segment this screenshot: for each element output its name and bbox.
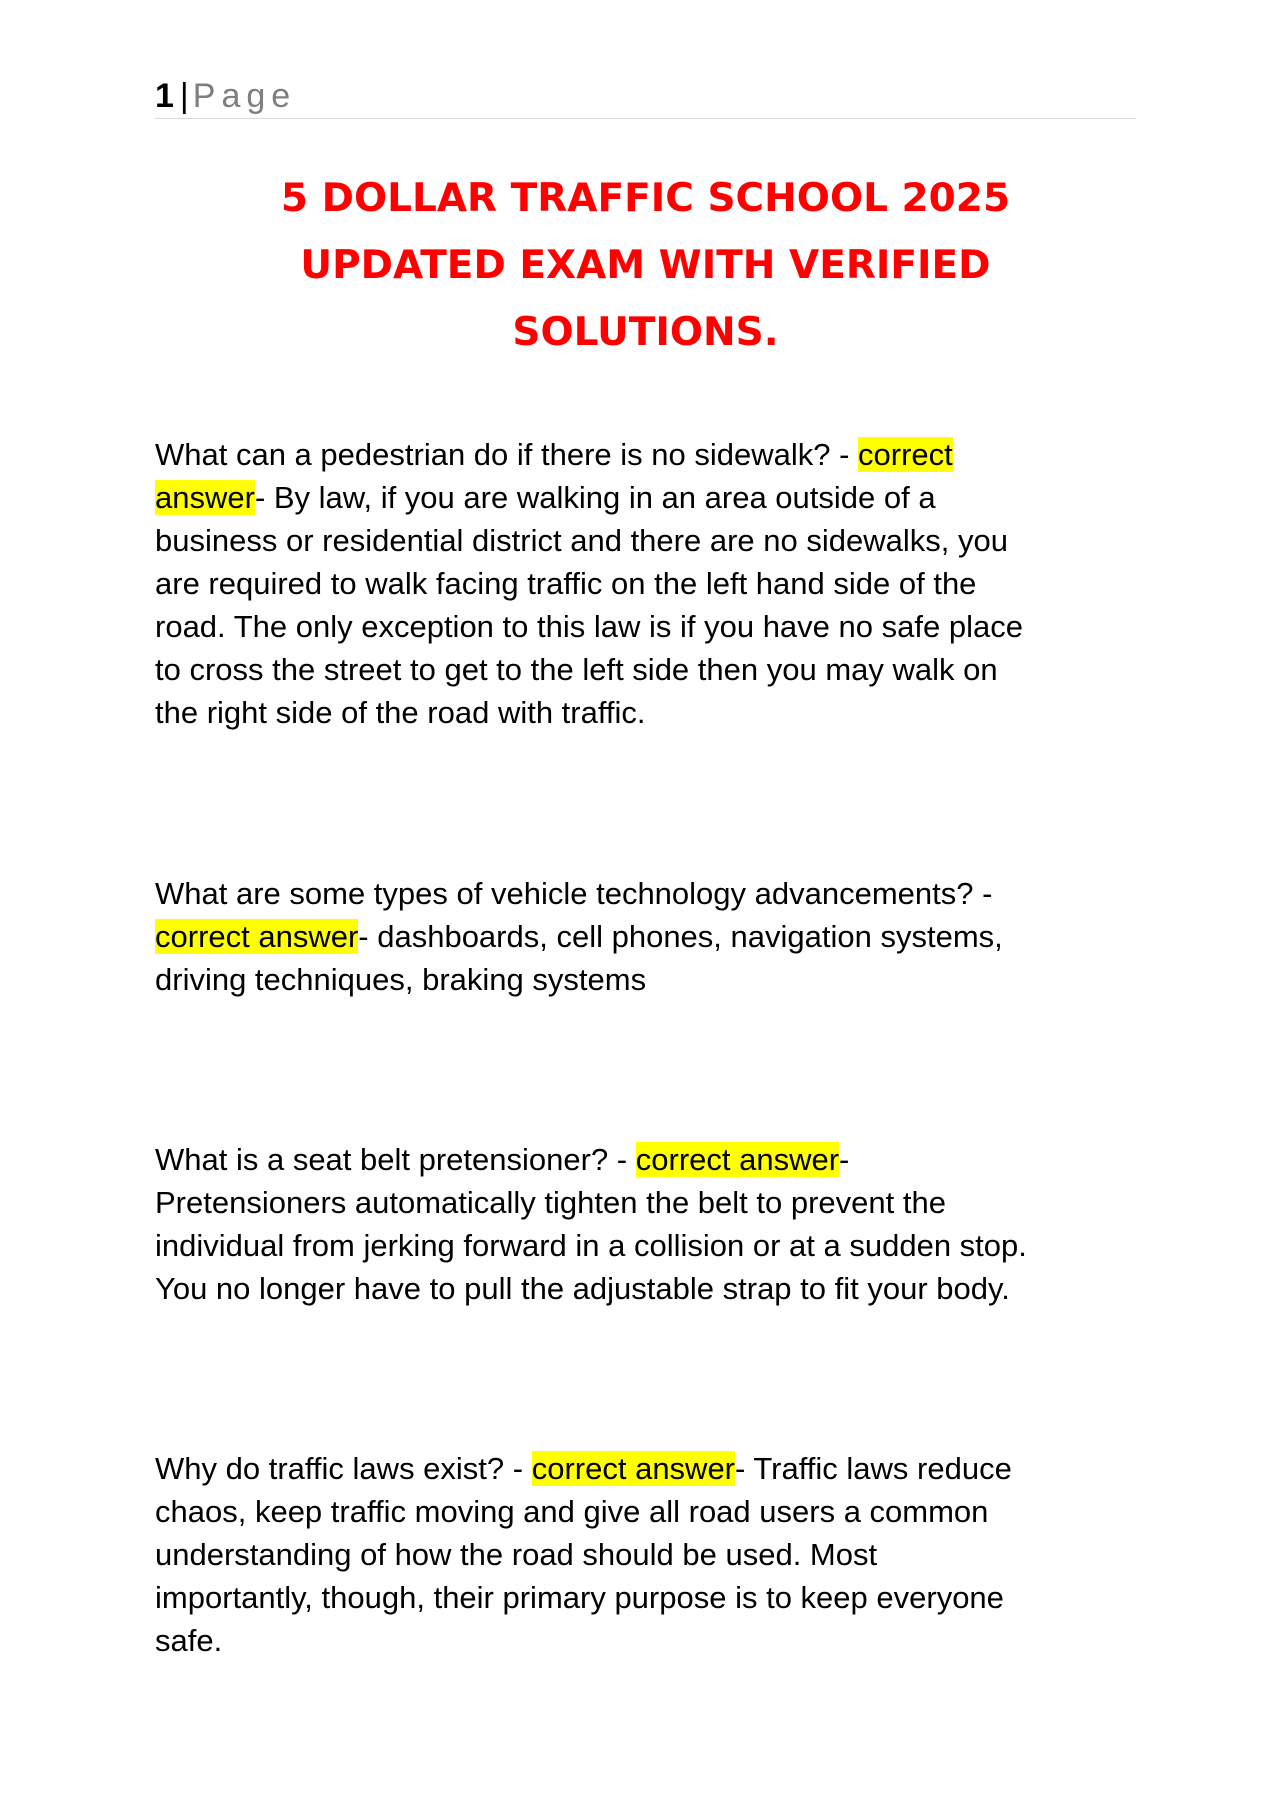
page-number: 1 xyxy=(155,77,174,115)
qa-text: to cross the street to get to the left side then you may walk on xyxy=(155,652,998,687)
qa-line xyxy=(155,872,1145,915)
qa-line xyxy=(155,1576,1145,1619)
qa-line xyxy=(155,519,1145,562)
document-title xyxy=(155,165,1136,366)
qa-line xyxy=(155,1447,1145,1490)
qa-line xyxy=(155,648,1145,691)
qa-line xyxy=(155,1267,1145,1310)
qa-line xyxy=(155,915,1145,958)
answer-highlight: correct xyxy=(858,437,953,472)
page-separator: | xyxy=(179,77,189,115)
answer-highlight: answer xyxy=(155,480,255,515)
qa-line xyxy=(155,691,1145,734)
qa-text: Why do traffic laws exist? - xyxy=(155,1451,532,1486)
qa-item-seat-belt-pretensioner xyxy=(155,1138,1145,1310)
qa-text-after: - By law, if you are walking in an area outside of a xyxy=(254,480,936,515)
qa-line xyxy=(155,605,1145,648)
title-line: 5 DOLLAR TRAFFIC SCHOOL 2025 xyxy=(280,176,1011,221)
qa-item-vehicle-technology xyxy=(155,872,1145,1001)
qa-text: driving techniques, braking systems xyxy=(155,962,647,997)
answer-highlight: correct answer xyxy=(635,1142,840,1177)
qa-text: road. The only exception to this law is if you have no safe place xyxy=(155,609,1023,644)
qa-text: importantly, though, their primary purpose is to keep everyone xyxy=(155,1580,1004,1615)
title-line: SOLUTIONS. xyxy=(512,310,779,355)
qa-text: What is a seat belt pretensioner? - xyxy=(155,1142,636,1177)
answer-highlight: correct answer xyxy=(155,919,359,954)
qa-text: individual from jerking forward in a collision or at a sudden stop. xyxy=(155,1228,1027,1263)
qa-line xyxy=(155,562,1145,605)
qa-text: safe. xyxy=(155,1623,223,1658)
title-line: UPDATED EXAM WITH VERIFIED xyxy=(300,243,991,288)
qa-text: What can a pedestrian do if there is no sidewalk? - xyxy=(155,437,859,472)
qa-item-traffic-laws xyxy=(155,1447,1145,1662)
qa-text: understanding of how the road should be used. Most xyxy=(155,1537,878,1572)
qa-text: You no longer have to pull the adjustable strap to fit your body. xyxy=(155,1271,1010,1306)
qa-line xyxy=(155,476,1145,519)
page-header xyxy=(155,76,1136,119)
page-word: Page xyxy=(192,77,297,115)
qa-text: chaos, keep traffic moving and give all road users a common xyxy=(155,1494,989,1529)
qa-line xyxy=(155,1490,1145,1533)
qa-line xyxy=(155,1533,1145,1576)
qa-text: What are some types of vehicle technology advancements? - xyxy=(155,876,993,911)
qa-line xyxy=(155,1224,1145,1267)
qa-item-pedestrian-sidewalk xyxy=(155,433,1145,734)
answer-highlight: correct answer xyxy=(531,1451,736,1486)
qa-text-after: - dashboards, cell phones, navigation systems, xyxy=(358,919,1003,954)
qa-text-after: - Traffic laws reduce xyxy=(735,1451,1012,1486)
qa-line xyxy=(155,1181,1145,1224)
qa-text: business or residential district and there are no sidewalks, you xyxy=(155,523,1008,558)
qa-line xyxy=(155,433,1145,476)
qa-line xyxy=(155,1138,1145,1181)
qa-line xyxy=(155,1619,1145,1662)
qa-text: are required to walk facing traffic on the left hand side of the xyxy=(155,566,977,601)
qa-text: Pretensioners automatically tighten the belt to prevent the xyxy=(155,1185,946,1220)
qa-text: the right side of the road with traffic. xyxy=(155,695,646,730)
qa-line xyxy=(155,958,1145,1001)
qa-text-after: - xyxy=(839,1142,850,1177)
